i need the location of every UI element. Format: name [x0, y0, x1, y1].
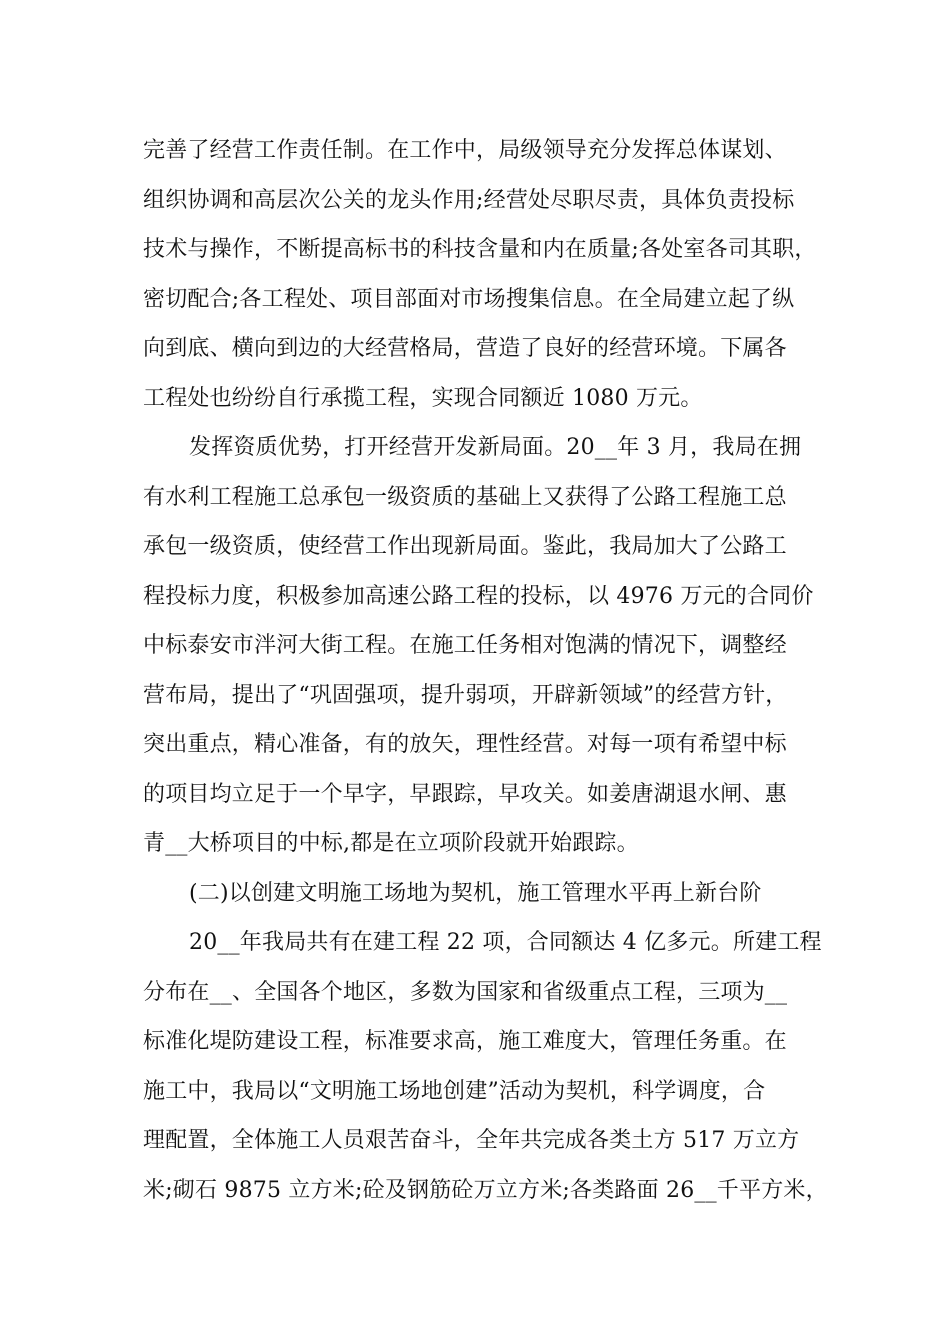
text-line: 组织协调和高层次公关的龙头作用;经营处尽职尽责，具体负责投标: [143, 187, 795, 213]
text-line: 理配置，全体施工人员艰苦奋斗，全年共完成各类土方 517 万立方: [143, 1128, 800, 1153]
text-line: 程投标力度，积极参加高速公路工程的投标，以 4976 万元的合同价: [143, 583, 814, 609]
text-line: (二)以创建文明施工场地为契机，施工管理水平再上新台阶: [189, 880, 762, 906]
text-line: 中标泰安市泮河大街工程。在施工任务相对饱满的情况下，调整经: [143, 633, 787, 658]
text-line: 发挥资质优势，打开经营开发新局面。20__年 3 月，我局在拥: [189, 435, 802, 460]
text-line: 工程处也纷纷自行承揽工程，实现合同额近 1080 万元。: [143, 385, 703, 411]
text-line: 分布在__、全国各个地区，多数为国家和省级重点工程，三项为__: [143, 979, 788, 1005]
text-line: 完善了经营工作责任制。在工作中，局级领导充分发挥总体谋划、: [143, 138, 787, 163]
text-line: 施工中，我局以“文明施工场地创建”活动为契机，科学调度，合: [143, 1078, 766, 1104]
text-line: 向到底、横向到边的大经营格局，营造了良好的经营环境。下属各: [143, 336, 787, 361]
text-line: 有水利工程施工总承包一级资质的基础上又获得了公路工程施工总: [143, 484, 787, 510]
text-line: 技术与操作，不断提高标书的科技含量和内在质量;各处室各司其职，: [143, 237, 817, 262]
text-line: 营布局，提出了“巩固强项，提升弱项，开辟新领域”的经营方针，: [143, 682, 788, 708]
text-line: 密切配合;各工程处、项目部面对市场搜集信息。在全局建立起了纵: [143, 286, 795, 312]
text-line: 20__年我局共有在建工程 22 项，合同额达 4 亿多元。所建工程: [189, 930, 822, 955]
text-line: 突出重点，精心准备，有的放矢，理性经营。对每一项有希望中标: [143, 732, 787, 757]
text-line: 承包一级资质，使经营工作出现新局面。鉴此，我局加大了公路工: [143, 534, 787, 559]
body-text: [143, 126, 833, 1215]
text-line: 米;砌石 9875 立方米;砼及钢筋砼万立方米;各类路面 26__千平方米，: [143, 1177, 828, 1203]
text-line: 的项目均立足于一个早字，早跟踪，早攻关。如姜唐湖退水闸、惠: [143, 781, 787, 807]
text-line: 标准化堤防建设工程，标准要求高，施工难度大，管理任务重。在: [143, 1029, 787, 1054]
text-line: 青__大桥项目的中标,都是在立项阶段就开始跟踪。: [143, 831, 639, 856]
